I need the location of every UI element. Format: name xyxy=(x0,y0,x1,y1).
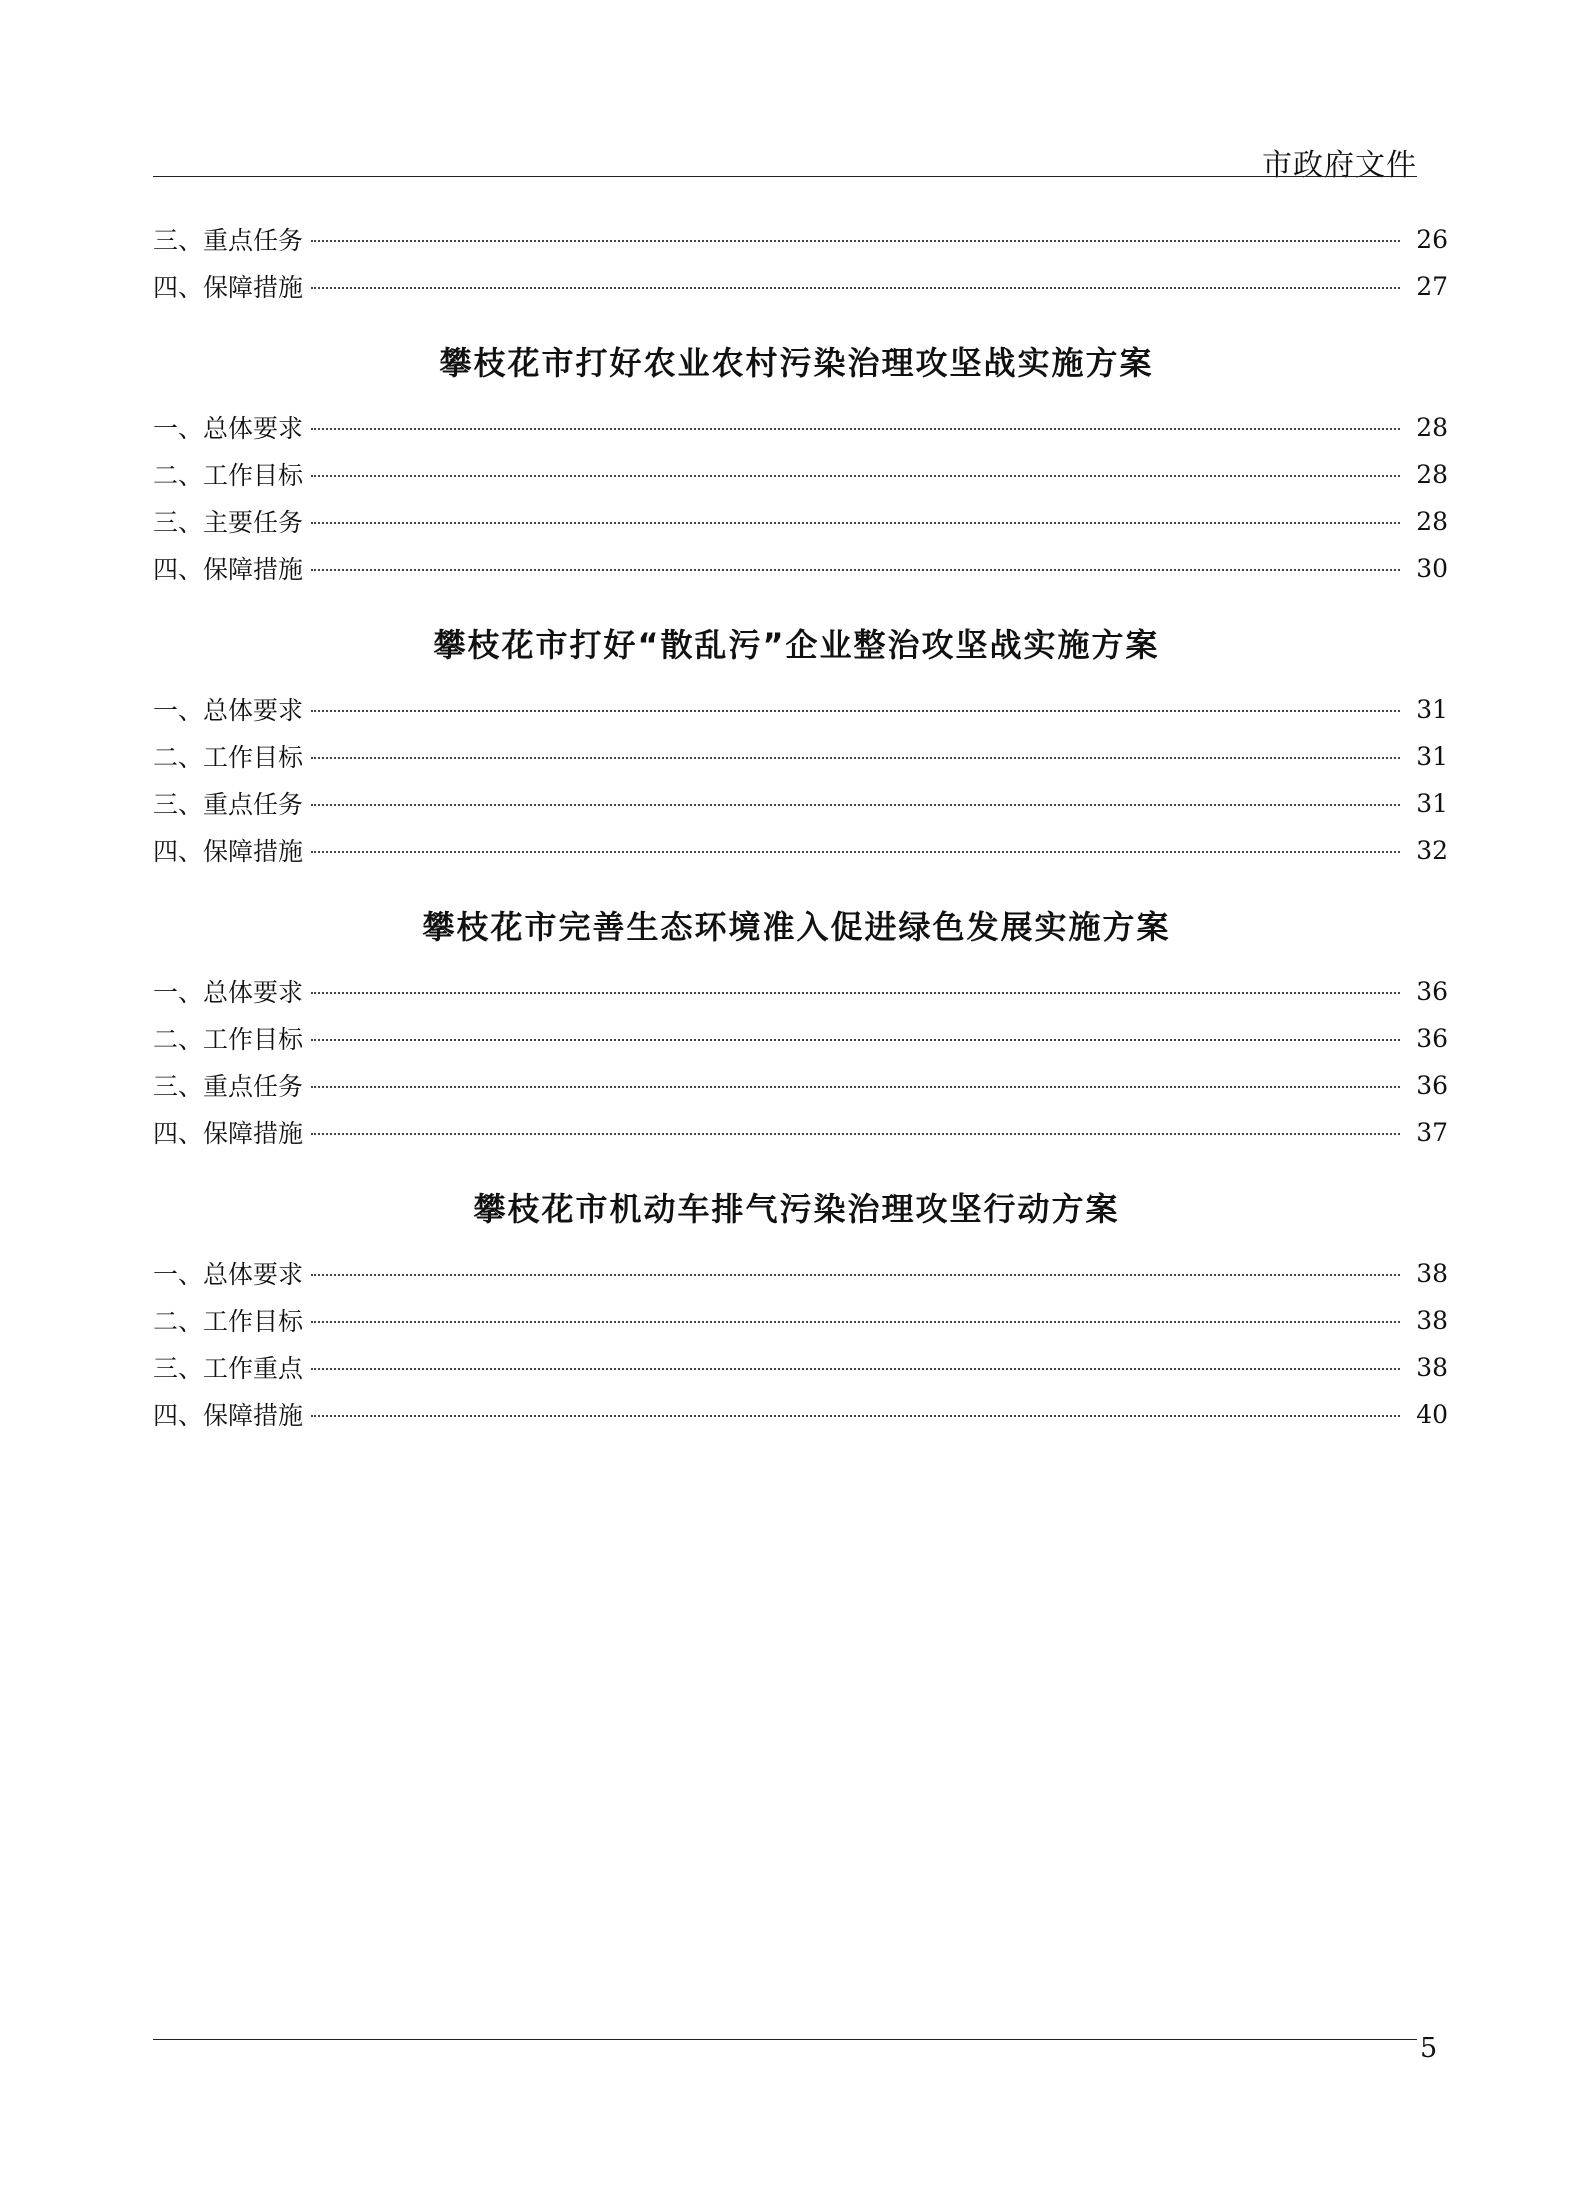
toc-entry[interactable] xyxy=(153,498,1448,544)
dot-leader xyxy=(311,851,1400,853)
toc-entry[interactable] xyxy=(153,545,1448,591)
dot-leader xyxy=(311,804,1400,806)
toc-entry-page: 28 xyxy=(1416,506,1448,536)
toc-entry-label: 三、重点任务 xyxy=(153,790,304,819)
toc-entry-label: 四、保障措施 xyxy=(153,555,304,584)
dot-leader xyxy=(311,1086,1400,1088)
toc-entry[interactable] xyxy=(153,780,1448,826)
toc-entry-label: 一、总体要求 xyxy=(153,414,304,443)
toc-entry-page: 36 xyxy=(1416,1023,1448,1053)
toc-entry-label: 四、保障措施 xyxy=(153,837,304,866)
header-rule xyxy=(153,176,1417,177)
toc-entry-label: 二、工作目标 xyxy=(153,1307,304,1336)
toc-entry-page: 28 xyxy=(1416,412,1448,442)
toc-entry-label: 三、重点任务 xyxy=(153,226,304,255)
section-title: 攀枝花市机动车排气污染治理攻坚行动方案 xyxy=(473,1190,1120,1228)
toc-entry-label: 一、总体要求 xyxy=(153,696,304,725)
section-title: 攀枝花市完善生态环境准入促进绿色发展实施方案 xyxy=(422,908,1171,946)
toc-entry[interactable] xyxy=(153,827,1448,873)
toc-entry-page: 40 xyxy=(1416,1399,1448,1429)
toc-entry-label: 四、保障措施 xyxy=(153,273,304,302)
toc-entry[interactable] xyxy=(153,1250,1448,1296)
dot-leader xyxy=(311,428,1400,430)
toc-entry-page: 30 xyxy=(1416,553,1448,583)
toc-entry-page: 26 xyxy=(1416,224,1448,254)
toc-entry-page: 37 xyxy=(1416,1117,1448,1147)
toc-entry-label: 一、总体要求 xyxy=(153,1260,304,1289)
toc-entry[interactable] xyxy=(153,1344,1448,1390)
toc-entry-label: 三、主要任务 xyxy=(153,508,304,537)
toc-entry-label: 四、保障措施 xyxy=(153,1119,304,1148)
dot-leader xyxy=(311,1133,1400,1135)
dot-leader xyxy=(311,522,1400,524)
dot-leader xyxy=(311,757,1400,759)
dot-leader xyxy=(311,1039,1400,1041)
toc-entry[interactable] xyxy=(153,404,1448,450)
toc-entry[interactable] xyxy=(153,1297,1448,1343)
dot-leader xyxy=(311,1321,1400,1323)
toc-entry-page: 36 xyxy=(1416,976,1448,1006)
toc-entry-page: 31 xyxy=(1416,741,1448,771)
dot-leader xyxy=(311,1274,1400,1276)
dot-leader xyxy=(311,287,1400,289)
toc-entry[interactable] xyxy=(153,1062,1448,1108)
toc-entry-page: 31 xyxy=(1416,788,1448,818)
toc-entry-label: 二、工作目标 xyxy=(153,1025,304,1054)
section-title: 攀枝花市打好“散乱污”企业整治攻坚战实施方案 xyxy=(433,626,1160,664)
dot-leader xyxy=(311,1415,1400,1417)
dot-leader xyxy=(311,1368,1400,1370)
toc-entry-label: 一、总体要求 xyxy=(153,978,304,1007)
toc-entry-page: 38 xyxy=(1416,1258,1448,1288)
dot-leader xyxy=(311,475,1400,477)
toc-entry-page: 32 xyxy=(1416,835,1448,865)
toc-entry[interactable] xyxy=(153,686,1448,732)
toc-entry[interactable] xyxy=(153,968,1448,1014)
toc-entry-label: 二、工作目标 xyxy=(153,743,304,772)
toc-entry-label: 三、工作重点 xyxy=(153,1354,304,1383)
toc-entry-page: 38 xyxy=(1416,1352,1448,1382)
toc-entry-label: 四、保障措施 xyxy=(153,1401,304,1430)
dot-leader xyxy=(311,240,1400,242)
header-title: 市政府文件 xyxy=(1262,148,1417,183)
toc-entry-page: 31 xyxy=(1416,694,1448,724)
toc-entry-page: 28 xyxy=(1416,459,1448,489)
toc-entry[interactable] xyxy=(153,263,1448,309)
section-title: 攀枝花市打好农业农村污染治理攻坚战实施方案 xyxy=(439,344,1154,382)
dot-leader xyxy=(311,710,1400,712)
toc-entry[interactable] xyxy=(153,216,1448,262)
footer-rule xyxy=(153,2039,1417,2040)
toc-entry-page: 38 xyxy=(1416,1305,1448,1335)
toc-entry[interactable] xyxy=(153,1015,1448,1061)
toc-entry[interactable] xyxy=(153,1391,1448,1437)
toc-entry[interactable] xyxy=(153,733,1448,779)
dot-leader xyxy=(311,569,1400,571)
page-number: 5 xyxy=(1420,2033,1438,2064)
toc-entry-label: 二、工作目标 xyxy=(153,461,304,490)
dot-leader xyxy=(311,992,1400,994)
toc-entry-label: 三、重点任务 xyxy=(153,1072,304,1101)
toc-entry[interactable] xyxy=(153,451,1448,497)
toc-entry-page: 27 xyxy=(1416,271,1448,301)
toc-entry[interactable] xyxy=(153,1109,1448,1155)
toc-entry-page: 36 xyxy=(1416,1070,1448,1100)
